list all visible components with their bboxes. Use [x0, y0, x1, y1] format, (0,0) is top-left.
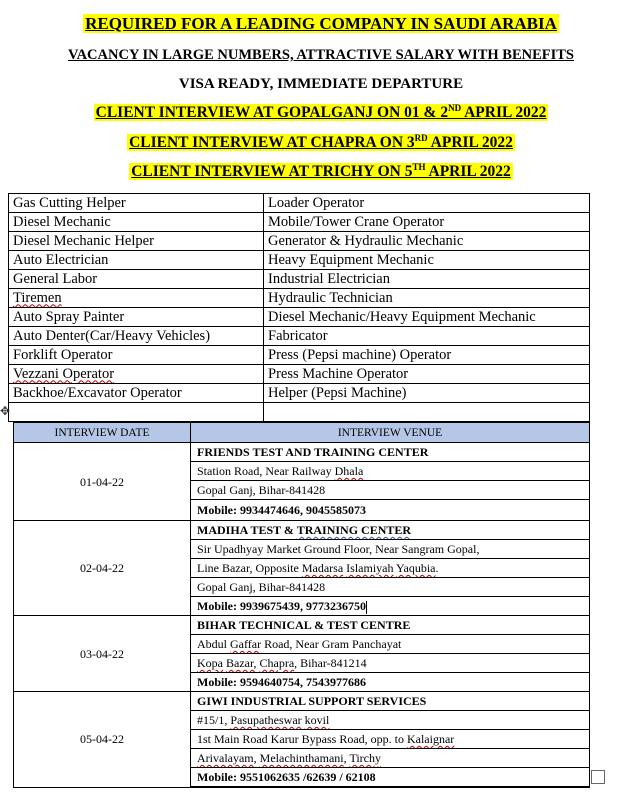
- venue-line-word: Kalaignar: [406, 732, 455, 746]
- venue-name: FRIENDS TEST AND TRAINING CENTER: [191, 443, 590, 462]
- venue-name: MADIHA TEST & TRAINING CENTER: [191, 521, 590, 540]
- heading-required: [0, 14, 642, 34]
- text-cursor: [366, 601, 367, 614]
- venue-line-word: Islamiyah: [346, 561, 394, 575]
- venue-line: Abdul Gaffar Road, Near Gram Panchayat: [191, 635, 590, 654]
- table-row: [9, 403, 590, 422]
- heading-chapra-pre: CLIENT INTERVIEW AT CHAPRA ON 3: [129, 134, 415, 152]
- venue-line: Gopal Ganj, Bihar-841428: [191, 578, 590, 597]
- job-cell: General Labor: [9, 270, 264, 289]
- table-row: [9, 213, 590, 232]
- job-cell: Helper (Pepsi Machine): [264, 384, 590, 403]
- heading-chapra-text: [127, 134, 515, 151]
- heading-visa-text: VISA READY, IMMEDIATE DEPARTURE: [178, 76, 464, 92]
- heading-chapra-post: APRIL 2022: [427, 134, 513, 152]
- table-header-row: [14, 423, 590, 443]
- job-cell: Auto Spray Painter: [9, 308, 264, 327]
- heading-vacancy: [0, 47, 642, 64]
- venue-line-word: Madarsa: [301, 561, 344, 575]
- table-resize-handle[interactable]: [591, 770, 605, 784]
- venue-mobile: Mobile: 9934474646, 9045585073: [191, 500, 590, 521]
- job-cell: Auto Electrician: [9, 251, 264, 270]
- heading-gopalganj-post: APRIL 2022: [461, 104, 547, 122]
- job-cell: [264, 403, 590, 422]
- job-cell: [9, 403, 264, 422]
- venue-line-word: Chapra: [259, 656, 295, 670]
- venue-line: Sir Upadhyay Market Ground Floor, Near Sangram Gopal,: [191, 540, 590, 559]
- venue-name: BIHAR TECHNICAL & TEST CENTRE: [191, 616, 590, 635]
- job-cell: Press Machine Operator: [264, 365, 590, 384]
- job-cell: Backhoe/Excavator Operator: [9, 384, 264, 403]
- venue-line-word: Yaqubia: [396, 561, 436, 575]
- table-row: [9, 384, 590, 403]
- venue-line-word: Bazar,: [226, 656, 257, 670]
- jobs-table: [8, 193, 590, 422]
- job-cell: Hydraulic Technician: [264, 289, 590, 308]
- job-cell: Loader Operator: [264, 194, 590, 213]
- table-move-handle-icon[interactable]: ✥: [0, 404, 11, 418]
- table-row: [14, 521, 590, 540]
- job-cell: Industrial Electrician: [264, 270, 590, 289]
- interview-date: 03-04-22: [14, 616, 191, 692]
- venue-line-word: Gaffar: [230, 637, 262, 651]
- table-row: [14, 616, 590, 635]
- job-cell: Generator & Hydraulic Mechanic: [264, 232, 590, 251]
- venue-line-word: Dhala: [334, 464, 364, 478]
- heading-gopalganj-text: [94, 104, 549, 121]
- venue-name: GIWI INDUSTRIAL SUPPORT SERVICES: [191, 692, 590, 711]
- venue-line-word: Arivalayam: [197, 751, 254, 765]
- job-cell: Forklift Operator: [9, 346, 264, 365]
- venue-line: Arivalayam, Melachinthamani, Tirchy: [191, 749, 590, 768]
- venue-line: 1st Main Road Karur Bypass Road, opp. to Kalaignar: [191, 730, 590, 749]
- heading-trichy-text: [129, 163, 513, 180]
- interview-date: 02-04-22: [14, 521, 191, 616]
- table-row: [14, 443, 590, 462]
- job-cell: Heavy Equipment Mechanic: [264, 251, 590, 270]
- venue-mobile-text: Mobile: 9939675439, 9773236750: [197, 599, 366, 613]
- heading-trichy-sup: TH: [412, 162, 426, 172]
- table-row: [9, 327, 590, 346]
- table-row: [9, 346, 590, 365]
- venue-name-underlined: TRAINING CENTER: [296, 523, 412, 537]
- venue-line: Kopa Bazar, Chapra, Bihar-841214: [191, 654, 590, 673]
- job-cell-text: Tiremen: [13, 289, 62, 306]
- heading-vacancy-text: VACANCY IN LARGE NUMBERS, ATTRACTIVE SALARY WITH BENEFITS: [67, 47, 574, 63]
- heading-visa: [0, 76, 642, 93]
- venue-mobile: Mobile: 9594640754, 7543977686: [191, 673, 590, 692]
- job-cell: [9, 289, 264, 308]
- job-cell: [9, 365, 264, 384]
- heading-trichy: [0, 162, 642, 181]
- heading-chapra: [0, 133, 642, 152]
- heading-trichy-pre: CLIENT INTERVIEW AT TRICHY ON 5: [131, 163, 413, 181]
- venue-line: Gopal Ganj, Bihar-841428: [191, 481, 590, 500]
- venue-line-word: Pasupatheswar: [230, 713, 302, 727]
- venue-line: Line Bazar, Opposite Madarsa Islamiyah Yaqubia.: [191, 559, 590, 578]
- job-cell: Auto Denter(Car/Heavy Vehicles): [9, 327, 264, 346]
- heading-gopalganj-sup: ND: [448, 103, 462, 113]
- interview-date-header: INTERVIEW DATE: [14, 423, 191, 443]
- table-row: [9, 289, 590, 308]
- venue-mobile: Mobile: 9551062635 /62639 / 62108: [191, 768, 590, 788]
- interview-venue-header: INTERVIEW VENUE: [191, 423, 590, 443]
- heading-required-text: REQUIRED FOR A LEADING COMPANY IN SAUDI ARABIA: [85, 14, 557, 33]
- venue-mobile[interactable]: [191, 597, 590, 616]
- table-row: [14, 692, 590, 711]
- heading-gopalganj: [0, 103, 642, 122]
- venue-line-word: Kopa: [197, 656, 223, 670]
- venue-line-word: Tirchy: [349, 751, 382, 765]
- interview-table: [13, 422, 590, 788]
- table-row: [9, 251, 590, 270]
- venue-line: Station Road, Near Railway Dhala: [191, 462, 590, 481]
- interview-date: 05-04-22: [14, 692, 191, 788]
- venue-line: #15/1, Pasupatheswar kovil: [191, 711, 590, 730]
- job-cell: Diesel Mechanic/Heavy Equipment Mechanic: [264, 308, 590, 327]
- venue-line-word: Melachinthamani: [259, 751, 344, 765]
- table-row: [9, 232, 590, 251]
- table-row: [9, 308, 590, 327]
- table-row: [9, 365, 590, 384]
- job-cell: Mobile/Tower Crane Operator: [264, 213, 590, 232]
- venue-line-word: kovil: [304, 713, 330, 727]
- interview-date: 01-04-22: [14, 443, 191, 521]
- heading-gopalganj-pre: CLIENT INTERVIEW AT GOPALGANJ ON 01 & 2: [95, 104, 449, 122]
- heading-chapra-sup: RD: [414, 133, 428, 143]
- job-cell: Press (Pepsi machine) Operator: [264, 346, 590, 365]
- job-cell: Diesel Mechanic: [9, 213, 264, 232]
- table-row: [9, 194, 590, 213]
- job-cell: Gas Cutting Helper: [9, 194, 264, 213]
- job-cell: Diesel Mechanic Helper: [9, 232, 264, 251]
- job-cell-text: Vezzani Operator: [13, 365, 115, 382]
- heading-trichy-post: APRIL 2022: [425, 163, 511, 181]
- table-row: [9, 270, 590, 289]
- job-cell: Fabricator: [264, 327, 590, 346]
